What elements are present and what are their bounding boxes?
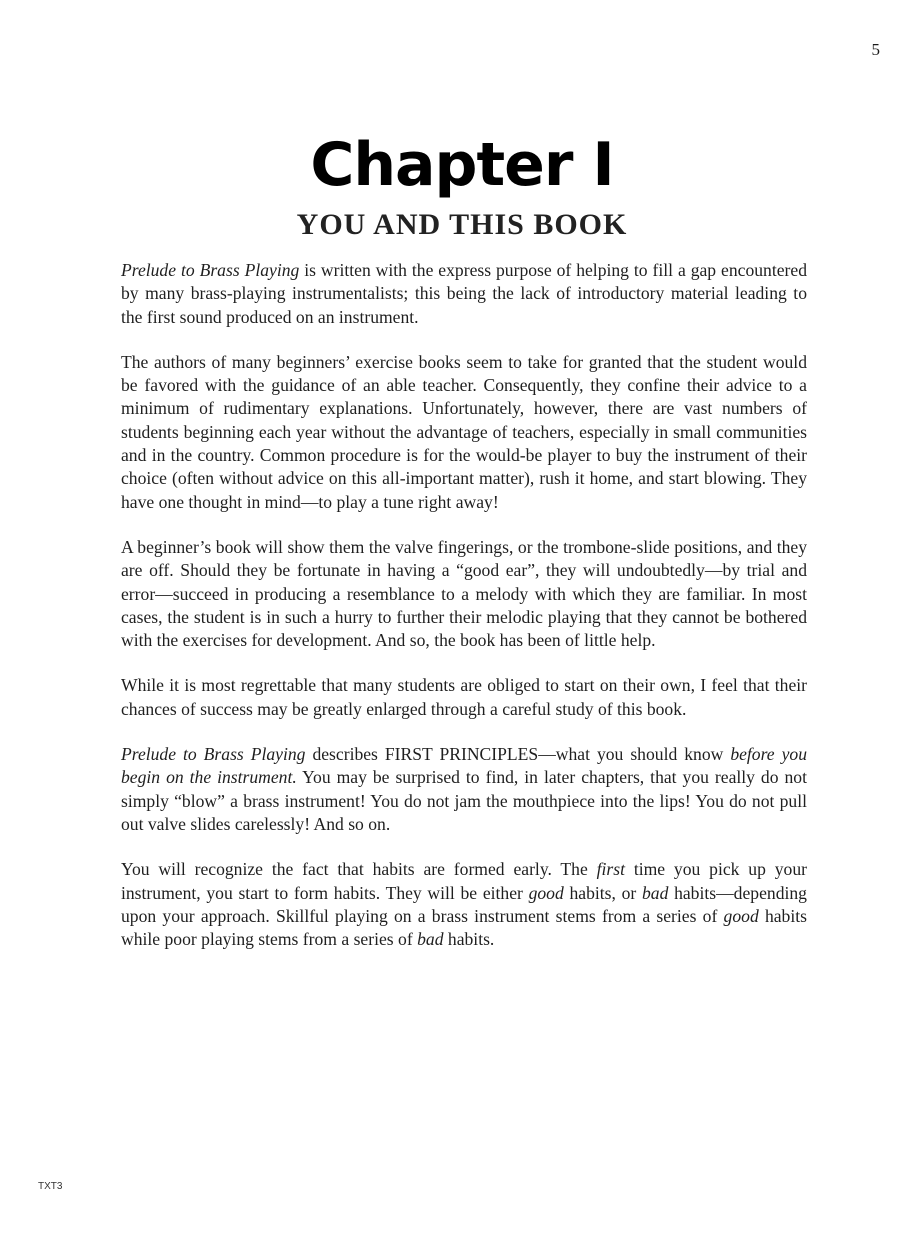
emphasis-italic: bad <box>417 929 444 950</box>
emphasis-italic: good <box>723 905 759 926</box>
paragraph-habits <box>121 858 807 951</box>
paragraph-intro <box>121 259 807 329</box>
paragraph-text: habits—depending upon your approach. Skillful playing on a brass instrument stems from a series of <box>121 882 807 926</box>
book-title-italic: Prelude to Brass Playing <box>121 260 300 280</box>
paragraph-text: describes FIRST PRINCIPLES—what you should know <box>305 744 731 765</box>
paragraph-text: habits. <box>443 929 495 950</box>
paragraph-text: is written with the express purpose of helping to fill a gap encountered by many brass-playing instrumentalists; this being the lack of introductory material leading to the first sound produced on an instrument. <box>121 260 807 327</box>
chapter-title: Chapter I <box>310 130 614 200</box>
book-title-italic: Prelude to Brass Playing <box>121 744 306 765</box>
paragraph-text: habits, or <box>563 882 642 903</box>
emphasis-italic: bad <box>641 882 669 903</box>
emphasis-italic: before you begin on the instrument. <box>121 744 807 788</box>
paragraph-text: You may be surprised to find, in later chapters, that you really do not simply “blow” a brass instrument! You do not jam the mouthpiece into the lips! You do not pull out valve slides carelessly! And so on. <box>121 767 807 834</box>
paragraph-text: habits while poor playing stems from a series of <box>121 905 807 950</box>
paragraph-authors: The authors of many beginners’ exercise books seem to take for granted that the student would be favored with the guidance of an able teacher. Consequently, they confine their advice to a minimum of rudimentary explanations. Unfortunately, however, there are vast numbers of students beginning each year without the advantage of teachers, especially in small communities and in the country. Common procedure is for the would-be player to buy the instrument of their choice (often without advice on this all-important matter), rush it home, and start blowing. They have one thought in mind—to play a tune right away! <box>121 351 807 512</box>
page-number: 5 <box>871 40 880 59</box>
chapter-subtitle: YOU AND THIS BOOK <box>296 208 628 241</box>
emphasis-italic: good <box>528 882 564 903</box>
body-text <box>121 259 807 973</box>
paragraph-text: time you pick up your instrument, you start to form habits. They will be either <box>121 859 807 903</box>
paragraph-text: You will recognize the fact that habits are formed early. The <box>121 859 597 880</box>
paragraph-regrettable: While it is most regrettable that many students are obliged to start on their own, I feel that their chances of success may be greatly enlarged through a careful study of this book. <box>121 675 807 719</box>
emphasis-italic: first <box>596 859 625 880</box>
footer-code: TXT3 <box>38 1181 63 1192</box>
paragraph-beginners-book: A beginner’s book will show them the valve fingerings, or the trombone-slide positions, and they are off. Should they be fortunate in having a “good ear”, they will undoubtedly—by trial and error—succeed in producing a resemblance to a melody with which they are familiar. In most cases, the student is in such a hurry to further their melodic playing that they cannot be bothered with the exercises for development. And so, the book has been of little help. <box>121 536 807 651</box>
paragraph-first-principles <box>121 743 807 836</box>
